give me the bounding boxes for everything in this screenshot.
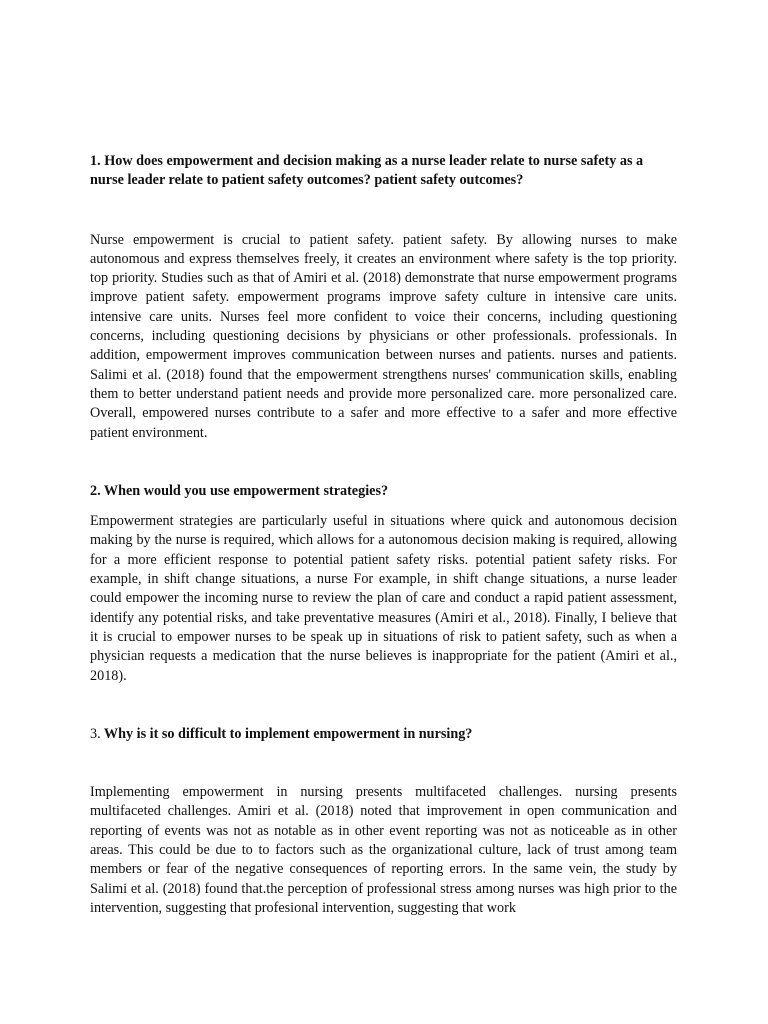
question-2-heading bbox=[90, 482, 677, 501]
question-3-text: Why is it so difficult to implement empowerment in nursing? bbox=[100, 725, 473, 742]
question-3-heading bbox=[90, 725, 677, 744]
question-1-text: How does empowerment and decision making as a nurse leader relate to nurse safety as a nurse leader relate to patient safety outcomes? patient safety outcomes? bbox=[90, 153, 644, 189]
question-2-text: When would you use empowerment strategies? bbox=[100, 482, 389, 499]
question-1-number: 1. bbox=[90, 153, 101, 169]
document-page bbox=[90, 150, 677, 918]
answer-1-paragraph: Nurse empowerment is crucial to patient safety. patient safety. By allowing nurses to make autonomous and express themselves freely, it creates an environment where safety is the top priority. top priority. Studies such as that of Amiri et al. (2018) demonstrate that nurse empowerment programs improve patient safety. empowerment programs improve safety culture in intensive care units. intensive care units. Nurses feel more confident to voice their concerns, including questioning concerns, including questioning decisions by physicians or other professionals. professionals. In addition, empowerment improves communication between nurses and patients. nurses and patients. Salimi et al. (2018) found that the empowerment strengthens nurses' communication skills, enabling them to better understand patient needs and provide more personalized care. more personalized care. Overall, empowered nurses contribute to a safer and more effective to a safer and more effective patient environment. bbox=[90, 231, 677, 441]
question-2-number: 2. bbox=[90, 482, 101, 499]
answer-3-paragraph: Implementing empowerment in nursing presents multifaceted challenges. nursing presents multifaceted challenges. Amiri et al. (2018) noted that improvement in open communication and reporting of events was not as notable as in other event reporting was not as noticeable as in other areas. This could be due to to factors such as the organizational culture, lack of trust among team members or fear of the negative consequences of reporting errors. In the same vein, the study by Salimi et al. (2018) found that.the perception of professional stress among nurses was high prior to the intervention, suggesting that profesional intervention, suggesting that work bbox=[90, 784, 677, 916]
question-1-heading bbox=[90, 152, 677, 191]
answer-2-paragraph: Empowerment strategies are particularly useful in situations where quick and autonomous decision making by the nurse is required, which allows for a autonomous decision making is required, allowing for a more efficient response to potential patient safety risks. potential patient safety risks. For example, in shift change situations, a nurse For example, in shift change situations, a nurse leader could empower the incoming nurse to review the plan of care and conduct a rapid patient assessment, identify any potential risks, and take preventative measures (Amiri et al., 2018). Finally, I believe that it is crucial to empower nurses to be speak up in situations of risk to patient safety, such as when a physician requests a medication that the nurse believes is inappropriate for the patient (Amiri et al., 2018). bbox=[90, 513, 677, 684]
question-3-number: 3. bbox=[90, 725, 101, 742]
